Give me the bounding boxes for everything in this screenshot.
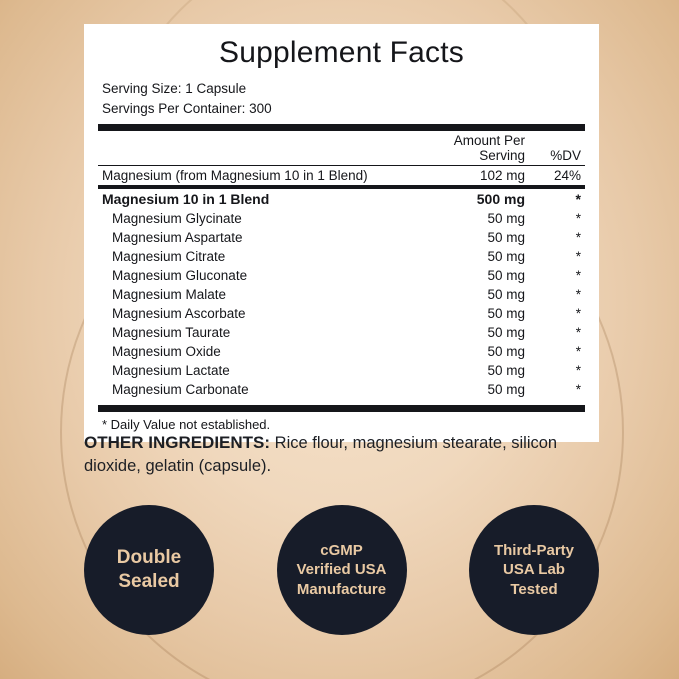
ingredient-dv: *	[575, 325, 581, 341]
ingredient-amount: 50 mg	[487, 363, 525, 379]
ingredient-amount: 50 mg	[487, 287, 525, 303]
ingredient-dv: *	[575, 363, 581, 379]
ingredient-dv: *	[575, 249, 581, 265]
rule-thick-top	[98, 124, 585, 131]
table-row	[98, 266, 585, 285]
ingredient-name: Magnesium Oxide	[112, 344, 221, 360]
ingredient-dv: *	[575, 230, 581, 246]
other-ingredients-text: Rice flour, magnesium stearate, silicon dioxide, gelatin (capsule).	[84, 434, 558, 475]
table-row	[98, 361, 585, 380]
badge-line-3: Tested	[510, 580, 558, 598]
ingredient-dv: *	[575, 287, 581, 303]
badge-row	[84, 505, 599, 635]
ingredient-name: Magnesium Taurate	[112, 325, 231, 341]
blend-dv: *	[575, 191, 581, 208]
ingredient-dv: *	[575, 306, 581, 322]
facts-table	[98, 131, 585, 165]
badge-line-1: Third-Party	[493, 542, 574, 560]
ingredient-dv: *	[575, 211, 581, 227]
serving-size: Serving Size: 1 Capsule	[102, 81, 247, 96]
facts-blend-table	[98, 189, 585, 399]
ingredient-amount: 50 mg	[487, 306, 525, 322]
ingredient-amount: 50 mg	[487, 382, 525, 398]
facts-main-row-table	[98, 166, 585, 185]
header-blank	[98, 131, 415, 165]
table-row	[98, 228, 585, 247]
badge-line-1: cGMP	[320, 542, 363, 560]
table-row	[98, 304, 585, 323]
table-row	[98, 342, 585, 361]
table-row	[98, 380, 585, 399]
ingredient-amount: 50 mg	[487, 344, 525, 360]
badge-cgmp-verified	[277, 505, 407, 635]
daily-value-footnote: * Daily Value not established.	[102, 417, 271, 433]
other-ingredients-label: OTHER INGREDIENTS:	[84, 433, 271, 452]
badge-line-2: USA Lab	[503, 561, 565, 579]
other-ingredients	[84, 432, 604, 477]
ingredient-name: Magnesium Carbonate	[112, 382, 249, 398]
header-amount-per-serving: Amount Per Serving	[453, 133, 525, 164]
table-row	[98, 209, 585, 228]
ingredient-name: Magnesium Malate	[112, 287, 227, 303]
badge-line-1: Double	[116, 546, 182, 568]
table-row	[98, 189, 585, 209]
badge-third-party-tested	[469, 505, 599, 635]
ingredient-amount: 50 mg	[487, 249, 525, 265]
ingredient-amount: 50 mg	[487, 268, 525, 284]
ingredient-dv: *	[575, 344, 581, 360]
blend-name: Magnesium 10 in 1 Blend	[102, 191, 270, 208]
magnesium-total-dv: 24%	[553, 168, 581, 184]
magnesium-total-name: Magnesium (from Magnesium 10 in 1 Blend)	[102, 168, 368, 184]
ingredient-name: Magnesium Glycinate	[112, 211, 242, 227]
ingredient-name: Magnesium Lactate	[112, 363, 230, 379]
table-row	[98, 166, 585, 185]
rule-thick-bottom	[98, 405, 585, 412]
badge-line-2: Sealed	[118, 571, 180, 592]
ingredient-dv: *	[575, 382, 581, 398]
ingredient-name: Magnesium Ascorbate	[112, 306, 246, 322]
blend-amount: 500 mg	[476, 191, 525, 208]
ingredient-name: Magnesium Aspartate	[112, 230, 243, 246]
ingredient-amount: 50 mg	[487, 211, 525, 227]
ingredient-amount: 50 mg	[487, 230, 525, 246]
table-row	[98, 323, 585, 342]
badge-double-sealed	[84, 505, 214, 635]
servings-per-container: Servings Per Container: 300	[102, 100, 272, 116]
ingredient-amount: 50 mg	[487, 325, 525, 341]
table-row	[98, 247, 585, 266]
panel-title: Supplement Facts	[219, 36, 464, 69]
magnesium-total-amount: 102 mg	[479, 168, 525, 184]
supplement-facts-panel	[84, 24, 599, 442]
table-header-row	[98, 131, 585, 165]
ingredient-dv: *	[575, 268, 581, 284]
ingredient-name: Magnesium Gluconate	[112, 268, 248, 284]
ingredient-name: Magnesium Citrate	[112, 249, 226, 265]
table-row	[98, 285, 585, 304]
badge-line-3: Manufacture	[296, 580, 387, 598]
badge-line-2: Verified USA	[296, 561, 387, 579]
header-percent-dv: %DV	[550, 148, 581, 164]
